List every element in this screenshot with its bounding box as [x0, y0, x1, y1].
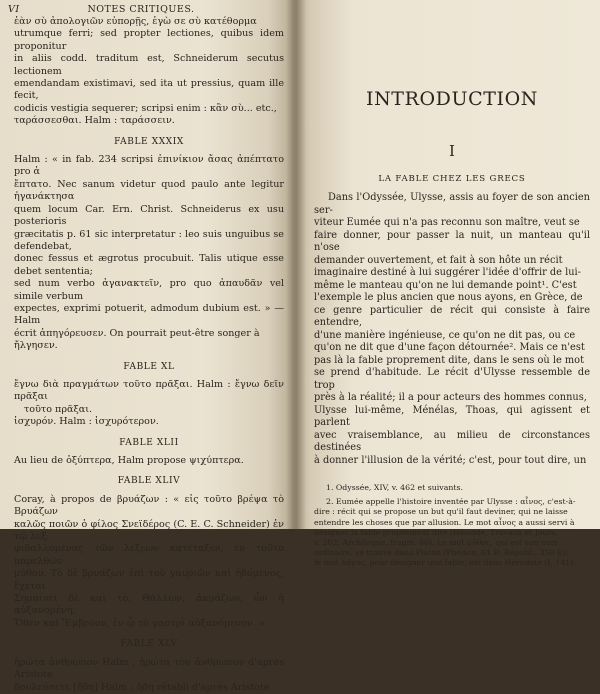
left-page [0, 0, 292, 693]
right-page [292, 0, 600, 568]
fable-heading: FABLE XLIV [117, 476, 181, 487]
text-line: ce genre particulier de récit qui consiste à faire entendre, [314, 304, 590, 328]
note-block-fable-42 [14, 455, 284, 467]
text-line: δουλεύσετε [ἤδη] Halm ; ἤδη rétabli d'après Aristote [14, 681, 270, 693]
note-block-fable-44 [14, 494, 284, 630]
page-number: VI [8, 3, 20, 15]
intro-paragraph [314, 192, 590, 467]
footnotes [314, 483, 590, 569]
text-line: quem locum Car. Ern. Christ. Schneiderus ex usu posterioris [14, 203, 284, 228]
text-line: græcitatis p. 61 sic interpretatur : leo suis unguibus se defendebat, [14, 228, 284, 252]
text-line: à donner l'illusion de la vérité; c'est, pour tout dire, un [314, 454, 587, 466]
text-line: τοῦτο πρᾶξαι. [24, 403, 93, 415]
text-line: Ulysse lui-même, Ménélas, Thoas, qui agissent et parlent [314, 404, 590, 428]
text-line: Dans l'Odyssée, Ulysse, assis au foyer de son ancien ser- [314, 192, 590, 216]
text-line: utrumque ferri; sed propter lectiones, quibus idem proponitur [14, 28, 284, 52]
footnote-1: 1. Odyssée, XIV, v. 462 et suivants. [326, 483, 463, 492]
text-line: d'une manière ingénieuse, ce qu'on ne dit pas, ou ce [314, 329, 576, 341]
text-line: καλῶς ποιῶν ὁ φίλος Σνεϊδέρος (C. E. C. Schneider) ἐν τῷ λεξ. [14, 518, 284, 543]
text-line: ἔπτατο. Nec sanum videtur quod paulo ante legitur ἠγανάκτησα [14, 178, 284, 203]
text-line: Au lieu de ὀξύπτερα, Halm propose ψιχύπτερα. [14, 455, 244, 466]
text-line: qu'on ne dit que d'une façon détournée². Mais ce n'est [314, 342, 585, 353]
section-title: LA FABLE CHEZ LES GRECS [378, 174, 526, 184]
text-line: ἐὰν σὺ ἀπολογιῶν εὐπορῇς, ἐγὼ σε σὺ κατέθορμα [14, 16, 257, 27]
footnote-line: dire : récit qui se propose un but qu'il faut deviner, qui ne laisse [314, 507, 568, 517]
text-line: avec vraisemblance, au milieu de circonstances destinées [314, 429, 590, 453]
fable-heading: FABLE XL [123, 361, 175, 372]
footnote-line: le mot λόγος, pour désigner une fable, est dans Hérodote (I, 141). [314, 558, 576, 568]
text-line: se prend d'habitude. Le récit d'Ulysse ressemble de trop [314, 367, 590, 391]
note-block-fable-45 [14, 657, 284, 694]
text-line: pas là la fable proprement dite, dans le sens où le mot [314, 354, 585, 366]
text-line: ἰσχυρόν. Halm : ἰσχυρότερον. [14, 416, 159, 428]
footnote-line: v. 202; Archiloque, fragm. 86). Le mot μῦθος, qui est son nom [314, 538, 558, 548]
text-line: l'exemple le plus ancien que nous ayons, en Grèce, de [314, 292, 583, 303]
text-line: demander ouvertement, et fait à son hôte un récit [314, 254, 563, 266]
text-line: écrit ἀπηγόρευσεν. On pourrait peut-être songer à [14, 327, 260, 339]
text-line: Coray, à propos de βρυάζων : « εἰς τοῦτο βρέψα τὸ Βρυάζων [14, 493, 284, 518]
text-line: donec fessus et ægrotus procubuit. Talis utique esse debet sententia; [14, 253, 284, 277]
text-line: μύθου. Τὸ δὲ βρυάζων ἐπὶ τοῦ γαυριῶν καὶ ἡδόμενος, ἔχεται [14, 568, 284, 592]
text-line: ἤλγησεν. [14, 340, 58, 352]
chapter-title: INTRODUCTION [365, 88, 539, 110]
fable-heading: FABLE XLV [120, 639, 178, 650]
text-line: expectes, exprimi potuerit, admodum dubium est. » — Halm [14, 302, 284, 327]
text-line: ταράσσεσθαι. Halm : ταράσσειν. [14, 115, 175, 127]
text-line: ἠρώτα ἄνθρωπον Halm ; ἠρώτα τὸν ἄνθρωπον d'après Aristote [14, 656, 284, 681]
text-line: Halm : « in fab. 234 scripsi ἐπινίκιον ἄσας ἀπέπτατο pro ἀ [14, 154, 284, 178]
fable-heading: FABLE XLII [119, 437, 179, 448]
note-block-fable-40 [14, 379, 284, 429]
footnote-line: 2. Eumée appelle l'histoire inventée par Ulysse : αἶνος, c'est-à- [326, 497, 576, 507]
text-line: φιδαλλομένας τῶν λέξεων κατέταξεν, ἐν τοῦτο παρελθών [14, 543, 284, 567]
text-line: sed num verbo ἀγανακτεῖν, pro quo ἀπαυδᾶν vel simile verbum [14, 278, 284, 302]
footnote-2 [314, 497, 590, 568]
text-line: emendandam existimavi, sed ita ut pressius, quam ille fecit, [14, 78, 284, 102]
text-line: faire donner, pour passer la nuit, un manteau qu'il n'ose [314, 229, 590, 253]
text-line: ἔγνω διὰ πραγμάτων τοῦτο πρᾶξαι. Halm : ἔγνω δεῖν πρᾶξαι [14, 378, 284, 403]
critical-notes [8, 16, 284, 694]
text-line: même le manteau qu'on ne lui demande point¹. C'est [314, 279, 577, 291]
text-line: près à la réalité; il a pour acteurs des hommes connus, [314, 392, 587, 403]
footnote-line: entendre les choses que par allusion. Le mot αἶνος a aussi servi à [314, 517, 575, 527]
text-line: Ὅθεν καὶ Ἔμβρυον, ἐν ᾧ τὸ γαστρὶ αὐξανόμενον. » [14, 617, 265, 629]
footnote-line: ordinaire, se trouve dans Platon (Phédon, 61 B; Républ., 350 E); [314, 548, 569, 558]
book-gutter [286, 0, 306, 529]
text-line: codicis vestigia sequerer; scripsi enim : κἂν σὺ... etc., [14, 102, 277, 114]
text-line: viteur Eumée qui n'a pas reconnu son maître, veut se [314, 217, 580, 228]
text-line: imaginaire destiné à lui suggérer l'idée d'offrir de lui- [314, 267, 581, 278]
fable-heading: FABLE XXXIX [114, 136, 184, 147]
note-block-top [14, 16, 284, 128]
running-head [8, 2, 284, 16]
section-number: I [449, 142, 455, 160]
text-line: Σημαίνει δὲ καὶ τὸ, Θάλλων, ἀκμάζων, ὧν ἡ αὐξανομένη, [14, 593, 284, 617]
text-line: in aliis codd. traditum est, Schneiderum secutus lectionem [14, 53, 284, 77]
footnote-line: désigner la fable proprement dite (Hésiode, Travaux et Jours, [314, 527, 558, 537]
note-block-fable-39 [14, 154, 284, 353]
running-title: NOTES CRITIQUES. [87, 3, 195, 15]
